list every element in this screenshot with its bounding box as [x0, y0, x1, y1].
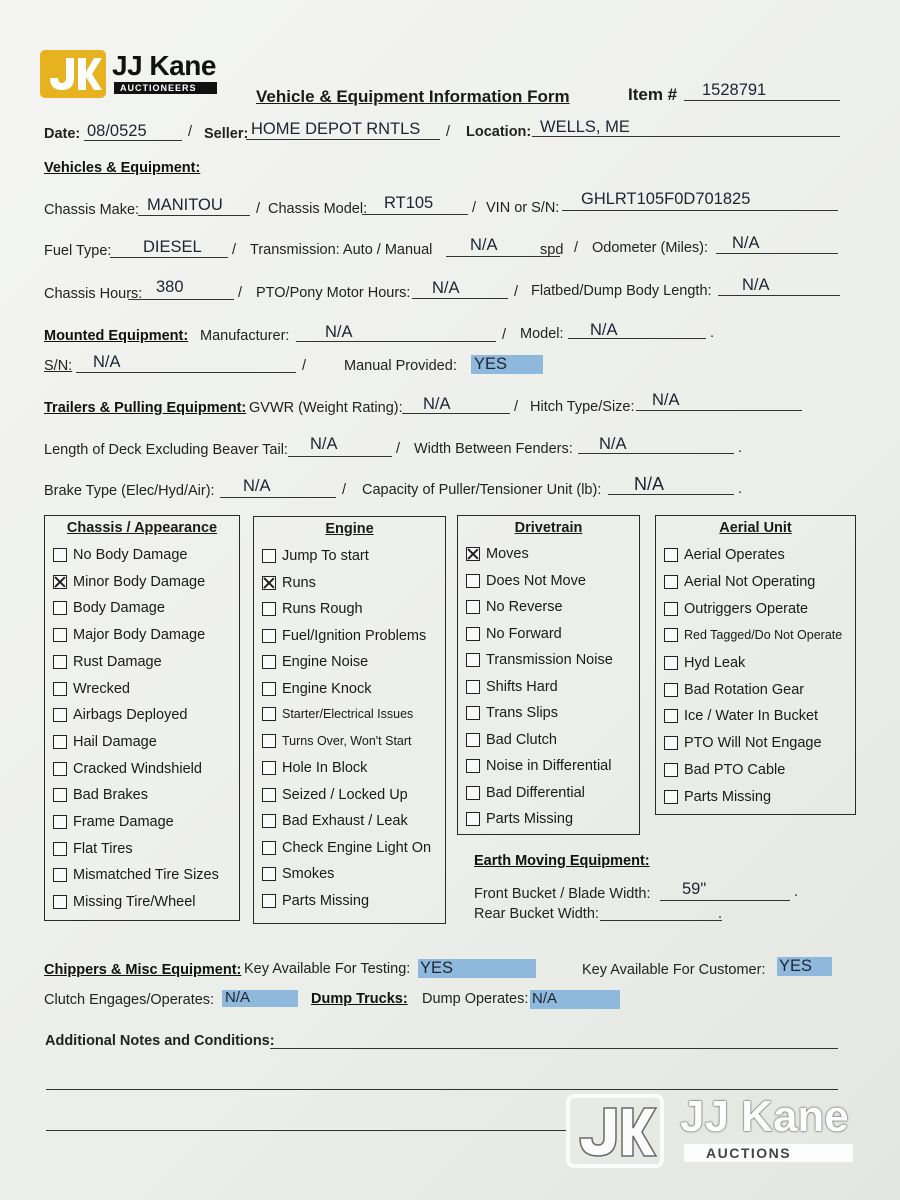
checklist-item-label: No Reverse: [486, 599, 563, 615]
seller-value: HOME DEPOT RNTLS: [251, 120, 421, 138]
fender-width-label: Width Between Fenders:: [414, 441, 573, 457]
chassis-model-value: RT105: [384, 194, 434, 212]
checklist-item-label: Engine Knock: [282, 680, 372, 697]
gvwr-value: N/A: [423, 395, 451, 413]
checklist-item-label: Bad Rotation Gear: [684, 681, 805, 698]
checklist-item-label: Starter/Electrical Issues: [282, 707, 414, 721]
checkbox[interactable]: [664, 709, 678, 723]
checkbox[interactable]: [262, 814, 276, 828]
item-number: 1528791: [702, 81, 767, 99]
manual-label: Manual Provided:: [344, 358, 457, 374]
checklist-item: [53, 787, 148, 803]
checkbox[interactable]: [262, 841, 276, 855]
checklist-item-label: Flat Tires: [73, 840, 133, 857]
brand-name: JJ Kane: [112, 50, 216, 81]
checkbox[interactable]: [53, 842, 67, 856]
checklist-item: [53, 761, 202, 777]
odometer-label: Odometer (Miles):: [592, 240, 709, 256]
notes-line-1: [270, 1048, 838, 1049]
rear-bucket-label: Rear Bucket Width:: [474, 906, 599, 922]
odometer-value: N/A: [732, 234, 760, 252]
checked-checkbox[interactable]: [466, 547, 480, 561]
checklist-item: [466, 599, 563, 615]
vehicles-heading: Vehicles & Equipment:: [44, 160, 201, 176]
checklist-item: [466, 626, 562, 642]
checklist-item: [664, 655, 745, 671]
checklist-item-label: Hail Damage: [73, 733, 157, 750]
checklist-item: [262, 548, 369, 564]
watermark-sub: AUCTIONS: [684, 1144, 853, 1162]
checkbox[interactable]: [664, 575, 678, 589]
checklist-item-label: Jump To start: [282, 548, 369, 564]
model-value: N/A: [590, 321, 618, 339]
checklist-item-label: Fuel/Ignition Problems: [282, 627, 427, 644]
checklist-item: [53, 841, 133, 857]
checklist-item-label: Bad Brakes: [73, 787, 148, 804]
checklist-item: [664, 682, 804, 698]
checklist-item-label: Does Not Move: [486, 572, 586, 589]
checkbox[interactable]: [262, 682, 276, 696]
checkbox[interactable]: [53, 655, 67, 669]
seller-label: Seller:: [204, 126, 249, 142]
checklist-item: [53, 707, 187, 723]
checkbox[interactable]: [53, 601, 67, 615]
checklist-item: [262, 681, 371, 697]
deck-length-value: N/A: [310, 435, 338, 453]
checkbox[interactable]: [664, 548, 678, 562]
checklist-item-label: No Body Damage: [73, 547, 188, 563]
checkbox[interactable]: [466, 600, 480, 614]
checklist-item-label: Parts Missing: [282, 892, 370, 909]
pto-hours-label: PTO/Pony Motor Hours:: [256, 285, 411, 301]
checklist-item: [664, 574, 815, 590]
checklist-item-label: Cracked Windshield: [73, 760, 202, 777]
checklist-item-label: Seized / Locked Up: [282, 786, 408, 803]
checkbox[interactable]: [53, 788, 67, 802]
checkbox[interactable]: [262, 867, 276, 881]
pto-hours-value: N/A: [432, 279, 460, 297]
aerial-unit-box: [655, 515, 856, 815]
engine-title: Engine: [325, 521, 374, 537]
notes-line-2: [46, 1089, 838, 1090]
checklist-item: [262, 893, 369, 909]
checklist-item: [664, 735, 822, 751]
drivetrain-title: Drivetrain: [514, 520, 583, 536]
deck-length-label: Length of Deck Excluding Beaver Tail:: [44, 442, 288, 458]
checklist-item-label: No Forward: [486, 625, 562, 642]
jk-logo-icon: [40, 48, 106, 100]
checkbox[interactable]: [664, 656, 678, 670]
vin-value: GHLRT105F0D701825: [581, 190, 751, 208]
checklist-item: [466, 679, 558, 695]
checkbox[interactable]: [466, 733, 480, 747]
checklist-item: [53, 681, 130, 697]
checkbox[interactable]: [262, 707, 276, 721]
key-customer-label: Key Available For Customer:: [582, 962, 766, 978]
checked-checkbox[interactable]: [262, 576, 276, 590]
model-label: Model:: [520, 326, 564, 342]
checkbox[interactable]: [262, 602, 276, 616]
checklist-item-label: Runs: [282, 574, 316, 591]
checkbox[interactable]: [664, 763, 678, 777]
checklist-item: [664, 601, 808, 617]
sn-label: S/N:: [44, 358, 73, 374]
checklist-item-label: Bad Exhaust / Leak: [282, 813, 408, 829]
checklist-item: [466, 705, 558, 721]
checklist-item: [466, 758, 611, 774]
watermark-brand: JJ Kane: [680, 1092, 849, 1141]
checklist-item-label: Turns Over, Won't Start: [282, 733, 412, 748]
checklist-item-label: Mismatched Tire Sizes: [73, 867, 219, 884]
hitch-label: Hitch Type/Size:: [530, 399, 635, 415]
checklist-item: [53, 574, 205, 590]
checklist-item-label: Minor Body Damage: [73, 573, 206, 590]
checkbox[interactable]: [262, 761, 276, 775]
checklist-item: [664, 628, 842, 642]
checkbox[interactable]: [262, 549, 276, 563]
checklist-item-label: Rust Damage: [73, 653, 162, 670]
fender-width-value: N/A: [599, 435, 627, 453]
checklist-item-label: Noise in Differential: [486, 758, 612, 774]
checkbox[interactable]: [53, 815, 67, 829]
earth-moving-heading: Earth Moving Equipment:: [474, 853, 650, 869]
hitch-value: N/A: [652, 391, 680, 409]
checkbox[interactable]: [53, 735, 67, 749]
checklist-item: [262, 734, 412, 748]
engine-box: [253, 516, 446, 924]
checkbox[interactable]: [664, 602, 678, 616]
checklist-item: [466, 785, 585, 801]
checkbox[interactable]: [53, 682, 67, 696]
checklist-item-label: Red Tagged/Do Not Operate: [684, 627, 843, 642]
checklist-item: [262, 575, 316, 591]
item-label: Item #: [628, 85, 678, 104]
checkbox[interactable]: [466, 653, 480, 667]
checklist-item: [53, 547, 187, 563]
spd-label: spd: [540, 242, 564, 258]
checkbox[interactable]: [466, 759, 480, 773]
manufacturer-label: Manufacturer:: [200, 328, 290, 344]
checklist-item-label: Parts Missing: [684, 789, 772, 806]
front-bucket-label: Front Bucket / Blade Width:: [474, 886, 651, 902]
checked-checkbox[interactable]: [53, 575, 67, 589]
chassis-make-label: Chassis Make:: [44, 202, 140, 218]
checklist-item-label: Runs Rough: [282, 601, 363, 617]
checkbox[interactable]: [53, 895, 67, 909]
checklist-item-label: Body Damage: [73, 600, 165, 617]
checklist-item: [262, 787, 408, 803]
checkbox[interactable]: [466, 706, 480, 720]
key-testing-value: YES: [420, 959, 454, 977]
checklist-item: [53, 867, 219, 883]
checklist-item-label: Aerial Operates: [684, 547, 785, 563]
checklist-item-label: Engine Noise: [282, 654, 369, 670]
checklist-item-label: Bad Clutch: [486, 731, 557, 748]
checklist-item-label: Hyd Leak: [684, 654, 746, 671]
checkbox[interactable]: [466, 680, 480, 694]
transmission-label: Transmission: Auto / Manual: [250, 242, 433, 258]
checklist-item-label: Bad PTO Cable: [684, 762, 786, 779]
checkbox[interactable]: [53, 628, 67, 642]
checklist-item-label: Outriggers Operate: [684, 600, 809, 617]
checkbox[interactable]: [262, 655, 276, 669]
checkbox[interactable]: [466, 627, 480, 641]
checklist-item: [262, 654, 368, 670]
checklist-item: [466, 573, 586, 589]
clutch-value: N/A: [225, 989, 251, 1006]
checklist-item-label: Major Body Damage: [73, 627, 206, 644]
aerial-unit-title: Aerial Unit: [719, 520, 792, 536]
date-value: 08/0525: [87, 122, 147, 140]
checkbox[interactable]: [53, 868, 67, 882]
checkbox[interactable]: [53, 548, 67, 562]
jk-watermark-icon: [566, 1094, 664, 1168]
checkbox[interactable]: [262, 894, 276, 908]
checklist-item-label: Smokes: [282, 866, 335, 882]
checklist-item: [53, 734, 157, 750]
checklist-item-label: Hole In Block: [282, 760, 368, 776]
flatbed-value: N/A: [742, 276, 770, 294]
checklist-item: [262, 760, 367, 776]
location-value: WELLS, ME: [540, 118, 630, 136]
checklist-item: [53, 627, 205, 643]
fuel-value: DIESEL: [143, 238, 202, 256]
checklist-item-label: Shifts Hard: [486, 678, 558, 695]
checklist-item: [262, 601, 363, 617]
checklist-item: [664, 547, 785, 563]
location-label: Location:: [466, 124, 532, 140]
transmission-value: N/A: [470, 236, 498, 254]
checklist-item-label: Missing Tire/Wheel: [73, 894, 196, 911]
checkbox[interactable]: [664, 683, 678, 697]
chassis-model-label: Chassis Model:: [268, 201, 368, 217]
checkbox[interactable]: [664, 736, 678, 750]
checkbox[interactable]: [262, 629, 276, 643]
checklist-item: [664, 762, 785, 778]
checklist-item: [53, 894, 195, 910]
mounted-heading: Mounted Equipment:: [44, 328, 189, 344]
jjkane-logo: [40, 48, 106, 105]
chassis-hours-label: Chassis Hours:: [44, 286, 143, 302]
manufacturer-value: N/A: [325, 323, 353, 341]
checklist-item-label: Ice / Water In Bucket: [684, 708, 819, 725]
form-page: JJ Kane AUCTIONEERS Vehicle & Equipment Information Form Item # 1528791 Date: 08/0525 / Seller: HOME DEPOT RNTLS / Location: WELLS, ME Vehicles & Equipment: Chassis Make: MANITOU / Chassis Model: RT105 / VIN or S/N: GHLRT105F0D701825 Fuel Type: DIESEL / Transmission: Auto / Manual N/A spd / Odometer (Miles): N/A Chassis Hours: 380 / PTO/Pony Motor Hours: N/A / Flatbed/Dump Body Length: N/A Mounted Equipment: Manufacturer: N/A / Model: N/A . S/N: N/A / Manual Provided: YES Trailers & Pulling Equipment: GVWR (Weight Rating): N/A / Hitch Type/Size: N/A Length of Deck Excluding Beaver Tail: N/A / Width Between Fenders: N/A . Brake Type (Elec/Hyd/Air): N/A / Capacity of Puller/Tensioner Unit (lb): N/A . Chassis / Appearance No Body Damage Minor Body Damage Body Damage Major Body Damage Rust Damage Wrecked Airbags Deployed Hail Damage Cracked Windshield Bad Brakes Frame Damage Flat Tires Mismatched Tire Sizes Missing Tire/Wheel Engine Jump To start Runs Runs Rough Fuel/Ignition Problems Engine Noise Engine Knock Starter/Electrical Issues Turns Over, Won't Start Hole In Block Seized / Locked Up Bad Exhaust / Leak Check Engine Light On Smokes Parts Missing Drivetrain Moves Does Not Move No Reverse No Forward Transmission Noise Shifts Hard Trans Slips Bad Clutch Noise in Differential Bad Differential Parts Missing Aerial Unit Aerial Operates Aerial Not Operating Outriggers Operate Red Tagged/Do Not Operate Hyd Leak Bad Rotation Gear Ice / Water In Bucket PTO Will Not Engage Bad PTO Cable Parts Missing Earth Moving Equipment: Front Bucket / Blade Width: 59" . Rear Bucket Width: . Chippers & Misc Equipment: Key Available For Testing: YES Key Available For Customer: YES Clutch Engages/Operates: N/A Dump Trucks: Dump Operates: N/A Additional Notes and Conditions: JJ Kane AUCTIONS: [0, 0, 900, 1200]
checklist-item-label: Bad Differential: [486, 784, 585, 801]
fuel-label: Fuel Type:: [44, 243, 112, 259]
checkbox[interactable]: [466, 786, 480, 800]
brake-type-label: Brake Type (Elec/Hyd/Air):: [44, 483, 215, 499]
checklist-item: [466, 546, 529, 562]
checklist-item: [53, 654, 162, 670]
checkbox[interactable]: [466, 812, 480, 826]
key-testing-label: Key Available For Testing:: [244, 961, 411, 977]
checkbox[interactable]: [664, 628, 678, 642]
checklist-item: [466, 652, 613, 668]
checkbox[interactable]: [466, 574, 480, 588]
checkbox[interactable]: [262, 734, 276, 748]
gvwr-label: GVWR (Weight Rating):: [249, 400, 403, 416]
form-title: Vehicle & Equipment Information Form: [256, 87, 570, 106]
checklist-item-label: Frame Damage: [73, 814, 174, 830]
chippers-heading: Chippers & Misc Equipment:: [44, 962, 242, 978]
dump-operates-value: N/A: [532, 990, 558, 1007]
chassis-appearance-title: Chassis / Appearance: [66, 520, 218, 536]
checklist-item: [664, 708, 818, 724]
checklist-item-label: Wrecked: [73, 680, 130, 697]
front-bucket-value: 59": [682, 880, 707, 898]
checklist-item: [262, 866, 334, 882]
checklist-item-label: Check Engine Light On: [282, 839, 432, 856]
checklist-item: [262, 707, 413, 721]
checklist-item: [664, 789, 771, 805]
checklist-item: [262, 628, 426, 644]
flatbed-label: Flatbed/Dump Body Length:: [531, 283, 712, 299]
checklist-item: [53, 600, 165, 616]
chassis-make-value: MANITOU: [147, 196, 223, 214]
drivetrain-box: [457, 515, 640, 835]
chassis-hours-value: 380: [156, 278, 184, 296]
watermark-logo: [566, 1094, 664, 1173]
sn-value: N/A: [93, 353, 121, 371]
puller-capacity-value: N/A: [634, 474, 665, 494]
checklist-item: [53, 814, 174, 830]
checklist-item-label: Parts Missing: [486, 811, 574, 827]
checklist-item-label: Airbags Deployed: [73, 707, 188, 724]
checklist-item-label: Trans Slips: [486, 705, 558, 721]
puller-capacity-label: Capacity of Puller/Tensioner Unit (lb):: [362, 482, 602, 498]
notes-line-3: [46, 1130, 566, 1131]
checkbox[interactable]: [262, 788, 276, 802]
checklist-item-label: Moves: [486, 546, 529, 562]
checklist-item: [466, 811, 573, 827]
brake-type-value: N/A: [243, 477, 271, 495]
clutch-label: Clutch Engages/Operates:: [44, 992, 215, 1008]
checklist-item: [262, 813, 408, 829]
trailers-heading: Trailers & Pulling Equipment:: [44, 400, 247, 416]
checkbox[interactable]: [664, 790, 678, 804]
dump-operates-label: Dump Operates:: [422, 991, 529, 1007]
checklist-item-label: PTO Will Not Engage: [684, 735, 822, 752]
dump-trucks-heading: Dump Trucks:: [311, 991, 408, 1007]
chassis-appearance-box: [44, 515, 240, 921]
checkbox[interactable]: [53, 762, 67, 776]
checkbox[interactable]: [53, 708, 67, 722]
vin-label: VIN or S/N:: [486, 200, 560, 216]
notes-heading: Additional Notes and Conditions:: [45, 1033, 275, 1049]
key-customer-value: YES: [779, 957, 813, 975]
checklist-item: [262, 840, 431, 856]
checklist-item: [466, 732, 557, 748]
checklist-item-label: Transmission Noise: [486, 652, 613, 668]
brand-subtitle: AUCTIONEERS: [114, 82, 217, 94]
date-label: Date:: [44, 126, 81, 142]
checklist-item-label: Aerial Not Operating: [684, 573, 816, 590]
manual-value: YES: [474, 355, 508, 373]
